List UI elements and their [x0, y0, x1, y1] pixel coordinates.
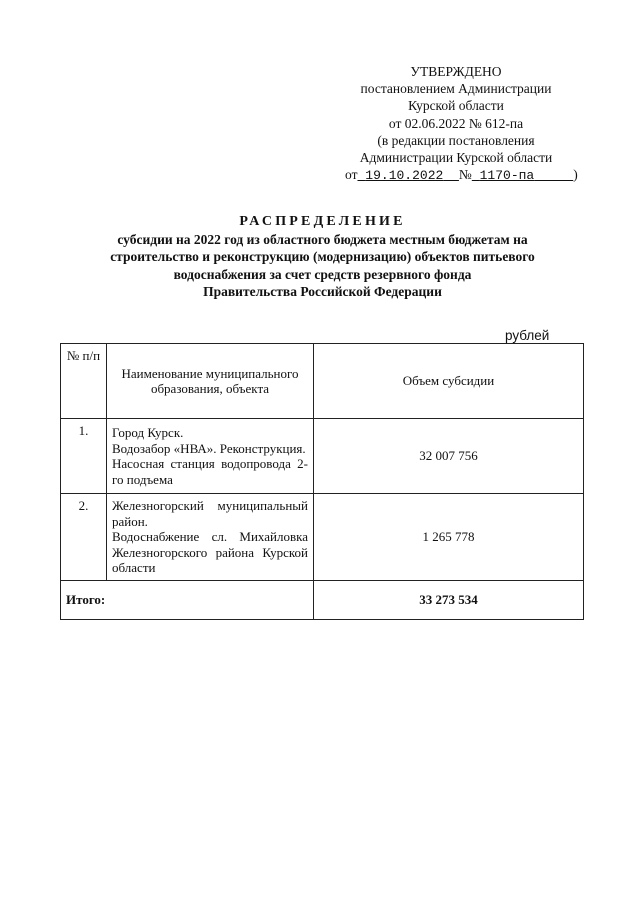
header-num: № п/п [61, 344, 107, 419]
table-header-row [61, 344, 584, 419]
title-line: Правительства Российской Федерации [203, 284, 442, 299]
amendment-number: 1170-па [479, 168, 535, 184]
approval-line: от 02.06.2022 № 612-па [388, 115, 524, 131]
title-heading: РАСПРЕДЕЛЕНИЕ [239, 214, 406, 229]
table-row [61, 494, 584, 581]
total-row [61, 580, 584, 619]
total-value: 33 273 534 [314, 580, 584, 619]
number-prefix: № [458, 167, 472, 183]
row-name: Железногорский муниципальный район. Водоснабжение сл. Михайловка Железногорского района Курской области [107, 494, 314, 581]
approval-title: УТВЕРЖДЕНО [410, 64, 502, 79]
header-name: Наименование муниципального образования, объекта [107, 344, 314, 419]
title-line: водоснабжения за счет средств резервного фонда [173, 266, 472, 282]
total-label: Итого: [61, 580, 314, 619]
approval-line: Курской области [408, 98, 504, 114]
currency-unit: рублей [505, 328, 550, 343]
amendment-date-line [345, 166, 578, 184]
approval-line: Администрации Курской области [359, 150, 553, 166]
date-prefix: от [345, 167, 358, 183]
approval-line: постановлением Администрации [360, 81, 552, 97]
row-sum: 32 007 756 [314, 419, 584, 494]
header-sum: Объем субсидии [314, 344, 584, 419]
document-title [60, 213, 585, 301]
title-line: субсидии на 2022 год из областного бюджета местным бюджетам на [117, 231, 528, 247]
table-row [61, 419, 584, 494]
row-num: 1. [61, 419, 107, 494]
amendment-date: 19.10.2022 [365, 168, 444, 184]
approval-line: (в редакции постановления [377, 132, 535, 148]
row-num: 2. [61, 494, 107, 581]
approval-stamp [345, 63, 578, 184]
closing-paren: ) [573, 167, 578, 183]
row-sum: 1 265 778 [314, 494, 584, 581]
subsidy-table [60, 343, 584, 620]
row-name: Город Курск. Водозабор «НВА». Реконструкция. Насосная станция водопровода 2-го подъема [107, 419, 314, 494]
title-line: строительство и реконструкцию (модернизацию) объектов питьевого [110, 249, 535, 264]
